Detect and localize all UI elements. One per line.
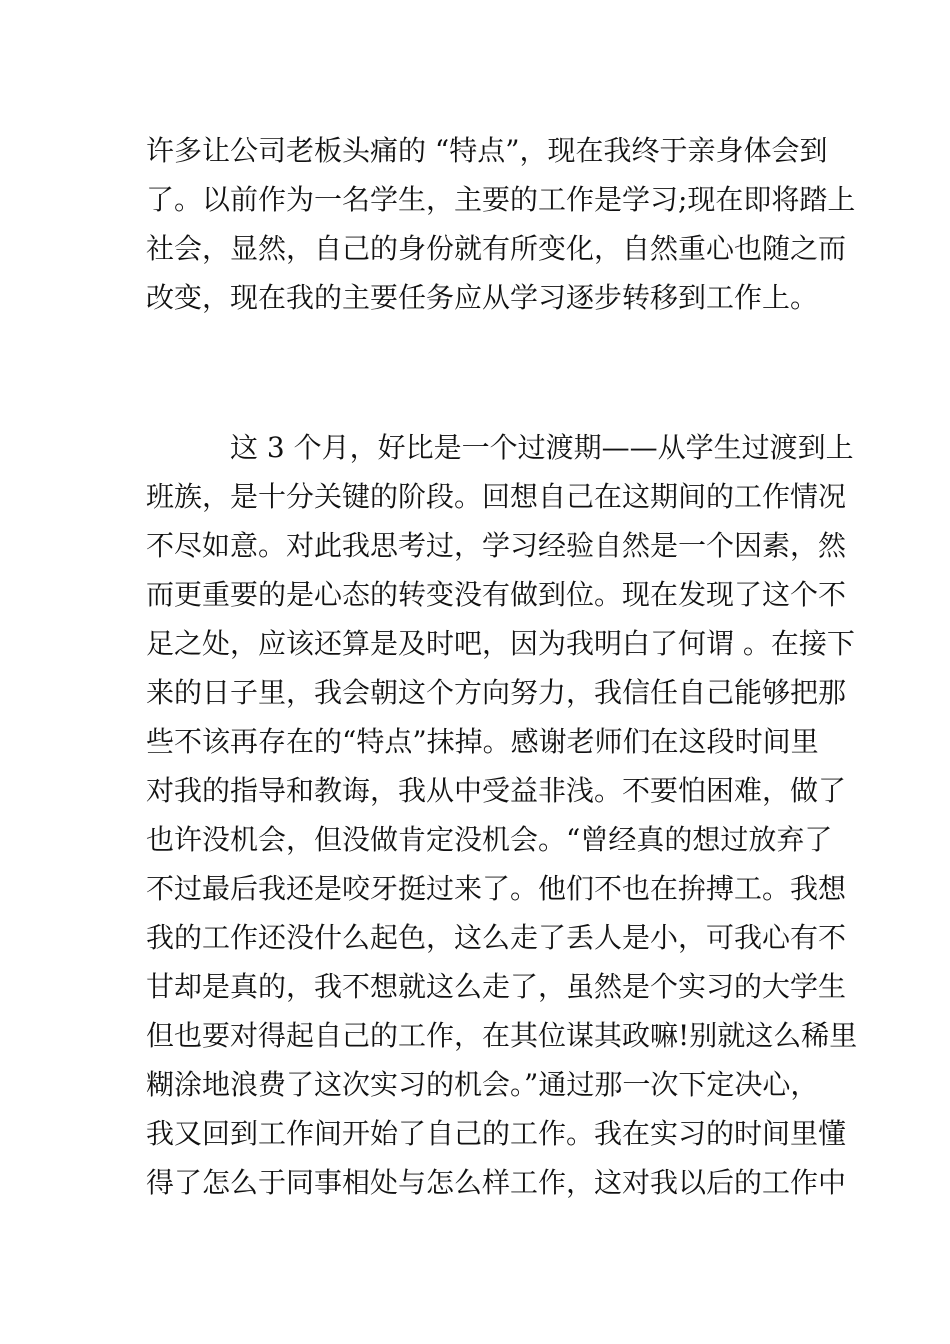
paragraph-line: 足之处，应该还算是及时吧，因为我明白了何谓 。在接下	[146, 627, 855, 660]
paragraph-line: 些不该再存在的“特点”抹掉。感谢老师们在这段时间里	[146, 725, 819, 758]
paragraph-line: 糊涂地浪费了这次实习的机会。”通过那一次下定决心，	[146, 1068, 819, 1101]
paragraph-line: 这 3 个月，好比是一个过渡期——从学生过渡到上	[230, 431, 854, 464]
paragraph-line: 不尽如意。对此我思考过，学习经验自然是一个因素，然	[146, 529, 847, 562]
paragraph-line: 我又回到工作间开始了自己的工作。我在实习的时间里懂	[146, 1117, 847, 1150]
paragraph-line: 对我的指导和教诲，我从中受益非浅。不要怕困难，做了	[146, 774, 847, 807]
paragraph-2	[146, 423, 858, 1207]
paragraph-line: 来的日子里，我会朝这个方向努力，我信任自己能够把那	[146, 676, 847, 709]
paragraph-line: 不过最后我还是咬牙挺过来了。他们不也在拚搏工。我想	[146, 872, 847, 905]
paragraph-line: 甘却是真的，我不想就这么走了，虽然是个实习的大学生	[146, 970, 847, 1003]
paragraph-line: 但也要对得起自己的工作，在其位谋其政嘛!别就这么稀里	[146, 1019, 858, 1052]
paragraph-line: 改变，现在我的主要任务应从学习逐步转移到工作上。	[146, 281, 819, 314]
paragraph-line: 也许没机会，但没做肯定没机会。“曾经真的想过放弃了	[146, 823, 833, 856]
paragraph-line: 许多让公司老板头痛的 “特点”，现在我终于亲身体会到	[146, 134, 828, 167]
paragraph-line: 社会，显然，自己的身份就有所变化，自然重心也随之而	[146, 232, 847, 265]
paragraph-line: 了。以前作为一名学生，主要的工作是学习;现在即将踏上	[146, 183, 856, 216]
paragraph-line: 得了怎么于同事相处与怎么样工作，这对我以后的工作中	[146, 1166, 847, 1199]
paragraph-line: 我的工作还没什么起色，这么走了丢人是小，可我心有不	[146, 921, 847, 954]
paragraph-line: 班族，是十分关键的阶段。回想自己在这期间的工作情况	[146, 480, 847, 513]
paragraph-line: 而更重要的是心态的转变没有做到位。现在发现了这个不	[146, 578, 847, 611]
paragraph-1	[146, 126, 856, 322]
